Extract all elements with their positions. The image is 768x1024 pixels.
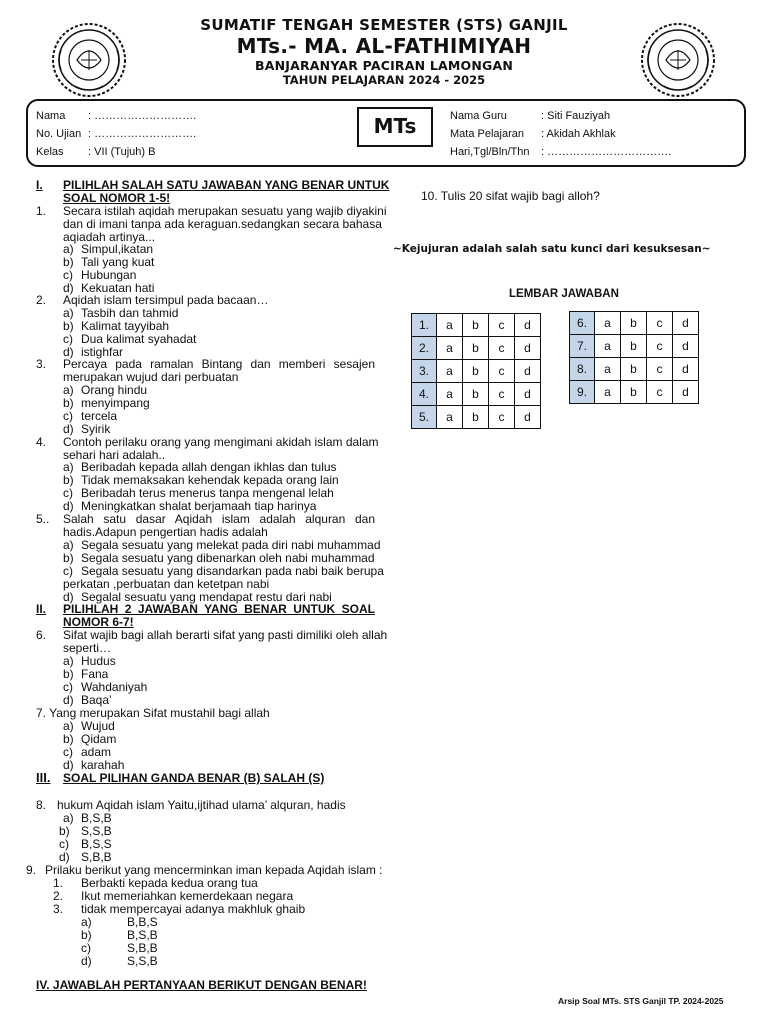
option-text: Simpul,ikatan [81,242,154,256]
answer-row [412,337,541,360]
answer-option: b [621,358,647,381]
statement-number: 2. [53,889,64,903]
answer-table-left [411,313,541,429]
section-number: II. [36,602,47,616]
statement-text: Berbakti kepada kedua orang tua [81,876,258,890]
option-letter: c) [63,680,73,694]
question-text: Prilaku berikut yang mencerminkan iman kepada Aqidah islam : [45,863,383,877]
question-text: 7. Yang merupakan Sifat mustahil bagi allah [36,706,270,720]
section-heading: SOAL PILIHAN GANDA BENAR (B) SALAH (S) [63,771,325,785]
answer-number: 1. [412,314,437,337]
option-text: Segala sesuatu yang melekat pada diri nabi muhammad [81,538,381,552]
option-letter: b) [59,824,70,838]
answer-option: d [673,335,699,358]
answer-option: d [515,314,541,337]
option-text: Hubungan [81,268,137,282]
answer-number: 8. [570,358,595,381]
option-text: B,S,B [81,811,112,825]
option-text: Beribadah kepada allah dengan ikhlas dan tulus [81,460,337,474]
answer-number: 6. [570,312,595,335]
motto-text: ~Kejujuran adalah salah satu kunci dari kesuksesan~ [393,243,711,255]
answer-option: d [515,337,541,360]
exam-number-field: No. Ujian : ………………………. [36,128,197,140]
option-letter: a) [81,915,92,929]
statement-text: Ikut memeriahkan kemerdekaan negara [81,889,294,903]
option-letter: a) [63,383,74,397]
option-text: Fana [81,667,109,681]
option-text: B,B,S [127,915,158,929]
answer-option: d [515,360,541,383]
answer-option: d [515,383,541,406]
option-text: Kekuatan hati [81,281,155,295]
option-text: Beribadah terus menerus tanpa mengenal lelah [81,486,334,500]
answer-row [570,381,699,404]
answer-option: d [515,406,541,429]
option-letter: b) [81,928,92,942]
question-number: 4. [36,435,47,449]
option-text: Segala sesuatu yang disandarkan pada nabi baik berupa [81,564,384,578]
option-letter: c) [63,332,73,346]
section-heading: NOMOR 6-7! [63,615,134,629]
option-text: perkatan ,perbuatan dan ketetpan nabi [63,577,270,591]
answer-option: a [437,383,463,406]
answer-option: a [595,381,621,404]
option-text: Hudus [81,654,116,668]
section-heading: SOAL NOMOR 1-5! [63,191,171,205]
option-letter: d) [63,590,74,604]
option-letter: b) [63,551,74,565]
answer-option: a [437,314,463,337]
option-text: S,S,B [81,824,112,838]
option-letter: b) [63,319,74,333]
answer-option: b [463,360,489,383]
answer-option: c [489,360,515,383]
answer-option: a [437,406,463,429]
question-text: hukum Aqidah islam Yaitu,ijtihad ulama’ alquran, hadis [57,798,346,812]
option-letter: b) [63,732,74,746]
question-number: 3. [36,357,47,371]
option-letter: a) [63,538,74,552]
option-text: karahah [81,758,125,772]
question-text: Contoh perilaku orang yang mengimani akidah islam dalam [63,435,379,449]
option-text: istighfar [81,345,124,359]
answer-option: a [437,360,463,383]
option-text: Syirik [81,422,111,436]
option-text: Dua kalimat syahadat [81,332,197,346]
answer-number: 2. [412,337,437,360]
answer-option: d [673,312,699,335]
option-letter: b) [63,255,74,269]
question-text: merupakan wujud dari perbuatan [63,370,239,384]
question-text: hadis.Adapun pengertian hadis adalah [63,525,268,539]
question-number: 8. [36,798,47,812]
option-letter: c) [63,745,73,759]
option-letter: d) [63,345,74,359]
option-text: Baqa’ [81,693,112,707]
name-field: Nama : ………………………. [36,110,197,122]
answer-table-right [569,311,699,404]
answer-number: 9. [570,381,595,404]
answer-option: c [647,381,673,404]
answer-row [412,406,541,429]
question-text: aqiadah artinya... [63,230,156,244]
option-letter: c) [59,837,69,851]
section-number: III. [36,770,51,785]
option-text: Qidam [81,732,117,746]
option-text: tercela [81,409,118,423]
answer-option: a [437,337,463,360]
option-text: Segala sesuatu yang dibenarkan oleh nabi muhammad [81,551,375,565]
answer-option: a [595,358,621,381]
option-letter: a) [63,306,74,320]
question-number: 6. [36,628,47,642]
option-letter: b) [63,396,74,410]
school-address: BANJARANYAR PACIRAN LAMONGAN [254,58,514,73]
answer-option: d [673,381,699,404]
answer-option: b [463,383,489,406]
answer-option: c [489,314,515,337]
option-letter: a) [63,654,74,668]
question-text: Sifat wajib bagi allah berarti sifat yang pasti dimiliki oleh allah [63,628,388,642]
option-text: Meningkatkan shalat berjamaah tiap harinya [81,499,317,513]
answer-option: c [489,337,515,360]
subject-field: Mata Pelajaran : Akidah Akhlak [450,128,616,140]
date-field: Hari,Tgl/Bln/Thn : ……………………………. [450,146,672,158]
option-letter: d) [59,850,70,864]
footer-note: Arsip Soal MTs. STS Ganjil TP. 2024-2025 [558,996,724,1006]
option-letter: a) [63,460,74,474]
class-field: Kelas : VII (Tujuh) B [36,146,156,158]
answer-row [570,358,699,381]
option-letter: a) [63,242,74,256]
question-number: 2. [36,293,47,307]
option-text: B,S,S [81,837,112,851]
option-text: Orang hindu [81,383,148,397]
option-text: menyimpang [81,396,150,410]
option-letter: b) [63,667,74,681]
essay-question: 10. Tulis 20 sifat wajib bagi alloh? [421,189,600,203]
question-text: Secara istilah aqidah merupakan sesuatu yang wajib diyakini [63,204,387,218]
question-text: dan di imani tanpa ada keraguan.sedangkan secara bahasa [63,217,382,231]
answer-sheet-title: LEMBAR JAWABAN [509,288,619,300]
answer-row [412,383,541,406]
question-number: 1. [36,204,47,218]
question-number: 5.. [36,512,50,526]
section-number: I. [36,178,43,192]
option-text: Segalal sesuatu yang mendapat restu dari nabi [81,590,332,604]
answer-row [412,360,541,383]
section-heading: PILIHLAH SALAH SATU JAWABAN YANG BENAR UNTUK [63,178,390,192]
answer-number: 7. [570,335,595,358]
answer-option: c [647,312,673,335]
school-seal-left-icon [47,20,131,100]
school-name: MTs.- MA. AL-FATHIMIYAH [236,34,532,58]
answer-option: b [463,337,489,360]
answer-option: b [463,314,489,337]
statement-number: 3. [53,902,64,916]
answer-row [412,314,541,337]
question-text: Percaya pada ramalan Bintang dan memberi sesajen [63,357,375,371]
option-letter: d) [63,758,74,772]
option-text: Wujud [81,719,115,733]
option-text: Kalimat tayyibah [81,319,170,333]
academic-year: TAHUN PELAJARAN 2024 - 2025 [282,73,486,87]
answer-option: c [489,383,515,406]
option-text: S,S,B [127,954,158,968]
option-letter: a) [63,811,74,825]
question-number: 9. [26,863,37,877]
answer-option: a [595,335,621,358]
question-text: seperti… [63,641,112,655]
option-text: Wahdaniyah [81,680,148,694]
answer-option: b [463,406,489,429]
answer-number: 5. [412,406,437,429]
answer-option: c [647,358,673,381]
option-letter: c) [63,564,73,578]
option-text: Tali yang kuat [81,255,155,269]
option-text: adam [81,745,112,759]
option-letter: c) [81,941,91,955]
option-letter: b) [63,473,74,487]
answer-number: 3. [412,360,437,383]
statement-text: tidak mempercayai adanya makhluk ghaib [81,902,306,916]
answer-option: b [621,312,647,335]
answer-option: b [621,381,647,404]
option-letter: c) [63,409,73,423]
answer-option: b [621,335,647,358]
answer-number: 4. [412,383,437,406]
answer-row [570,335,699,358]
option-text: S,B,B [127,941,158,955]
section-heading: IV. JAWABLAH PERTANYAAN BERIKUT DENGAN BENAR! [36,978,367,992]
teacher-field: Nama Guru : Siti Fauziyah [450,110,611,122]
option-letter: c) [63,268,73,282]
answer-option: c [647,335,673,358]
option-letter: d) [63,281,74,295]
school-seal-right-icon [636,20,720,100]
question-text: Aqidah islam tersimpul pada bacaan… [63,293,269,307]
option-letter: d) [63,693,74,707]
option-text: Tasbih dan tahmid [81,306,179,320]
option-letter: a) [63,719,74,733]
student-info-box [26,99,746,167]
mts-badge: MTs [357,107,433,147]
question-text: sehari hari adalah.. [63,448,166,462]
option-text: B,S,B [127,928,158,942]
option-text: Tidak memaksakan kehendak kepada orang lain [81,473,339,487]
statement-number: 1. [53,876,64,890]
answer-option: c [489,406,515,429]
option-text: S,B,B [81,850,112,864]
answer-option: a [595,312,621,335]
exam-title: SUMATIF TENGAH SEMESTER (STS) GANJIL [200,16,568,34]
option-letter: d) [63,499,74,513]
option-letter: c) [63,486,73,500]
question-text: Salah satu dasar Aqidah islam adalah alquran dan [63,512,375,526]
answer-option: d [673,358,699,381]
answer-row [570,312,699,335]
option-letter: d) [63,422,74,436]
section-heading: PILIHLAH 2 JAWABAN YANG BENAR UNTUK SOAL [63,602,375,616]
option-letter: d) [81,954,92,968]
